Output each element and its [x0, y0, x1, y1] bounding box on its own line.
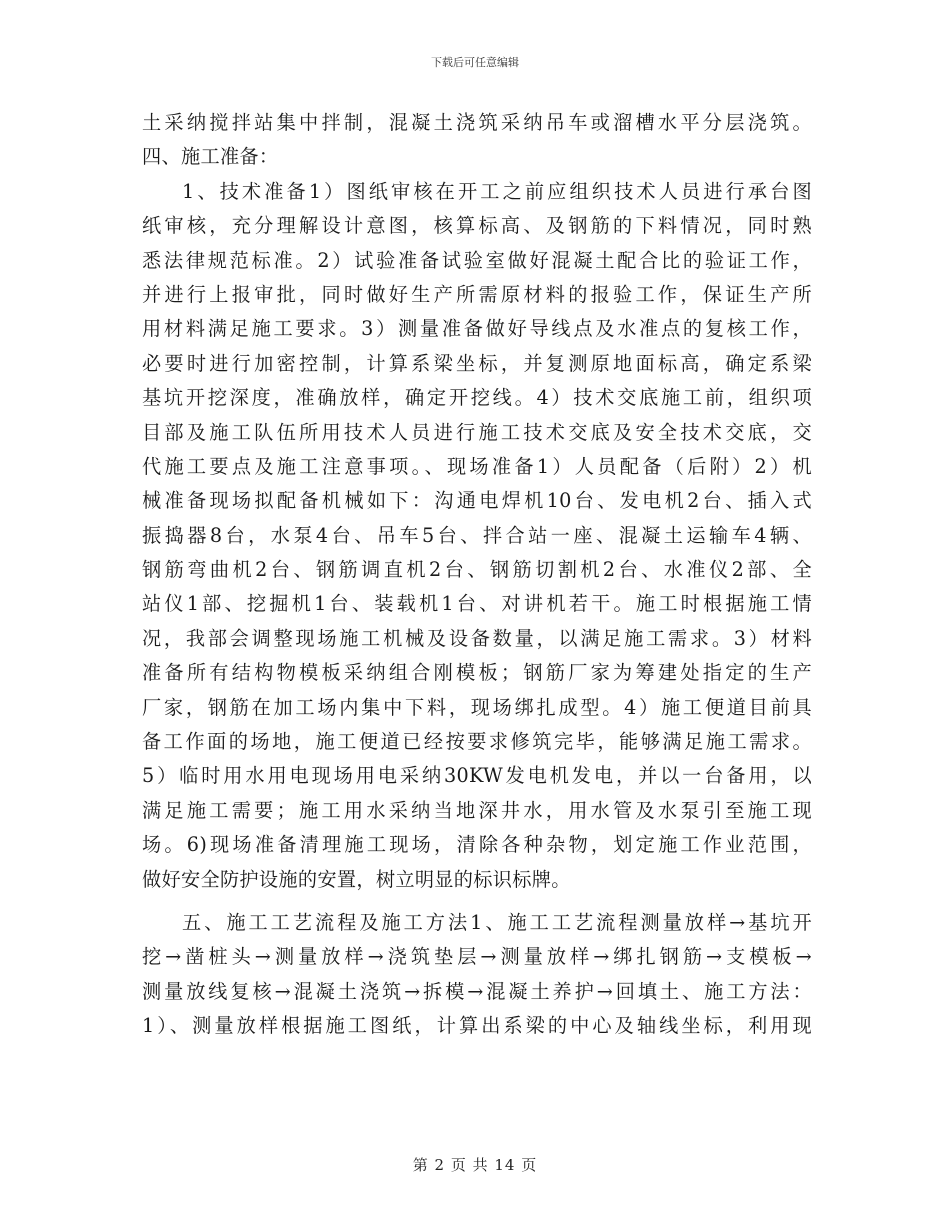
text-line: 振捣器8台，水泵4台、吊车5台、拌合站一座、混凝土运输车4辆、: [142, 523, 812, 547]
text-line: 准备所有结构物模板采纳组合刚模板；钢筋厂家为筹建处指定的生产: [142, 661, 812, 685]
text-line: 站仪1部、挖掘机1台、装载机1台、对讲机若干。施工时根据施工情: [142, 592, 812, 616]
text-line: 5）临时用水用电现场用电采纳30KW发电机发电，并以一台备用，以: [142, 764, 812, 788]
text-line: 场。6)现场准备清理施工现场，清除各种杂物，划定施工作业范围，: [142, 833, 812, 857]
text-line: 做好安全防护设施的安置，树立明显的标识标牌。: [142, 867, 571, 891]
text-line: 测量放线复核→混凝土浇筑→拆模→混凝土养护→回填土、施工方法：: [142, 979, 812, 1003]
text-line: 必要时进行加密控制，计算系梁坐标，并复测原地面标高，确定系梁: [142, 351, 812, 375]
text-line: 满足施工需要；施工用水采纳当地深井水，用水管及水泵引至施工现: [142, 798, 812, 822]
text-line: 悉法律规范标准。2）试验准备试验室做好混凝土配合比的验证工作，: [142, 248, 812, 272]
text-line: 纸审核，充分理解设计意图，核算标高、及钢筋的下料情况，同时熟: [142, 214, 812, 238]
text-line: 并进行上报审批，同时做好生产所需原材料的报验工作，保证生产所: [142, 282, 812, 306]
page-footer: 第 2 页 共 14 页: [412, 1156, 538, 1174]
paragraph-gap: [142, 897, 812, 906]
text-line: 况，我部会调整现场施工机械及设备数量，以满足施工需求。3）材料: [142, 626, 812, 650]
text-line: 土采纳搅拌站集中拌制，混凝土浇筑采纳吊车或溜槽水平分层浇筑。: [142, 111, 812, 134]
text-line: 用材料满足施工要求。3）测量准备做好导线点及水准点的复核工作，: [142, 317, 812, 341]
section-heading: 四、施工准备：: [142, 145, 279, 169]
text-line: 械准备现场拟配备机械如下：沟通电焊机10台、发电机2台、插入式: [142, 489, 812, 513]
page-header: 下载后可任意编辑: [431, 56, 519, 69]
text-line: 备工作面的场地，施工便道已经按要求修筑完毕，能够满足施工需求。: [142, 730, 812, 754]
text-line: 基坑开挖深度，准确放样，确定开挖线。4）技术交底施工前，组织项: [142, 386, 812, 410]
text-line: 挖→凿桩头→测量放样→浇筑垫层→测量放样→绑扎钢筋→支模板→: [142, 945, 812, 969]
text-line: 钢筋弯曲机2台、钢筋调直机2台、钢筋切割机2台、水准仪2部、全: [142, 558, 812, 582]
document-body: [142, 106, 812, 1044]
text-line: 厂家，钢筋在加工场内集中下料，现场绑扎成型。4）施工便道目前具: [142, 695, 812, 719]
text-line: 五、施工工艺流程及施工方法1、施工工艺流程测量放样→基坑开: [182, 910, 812, 934]
text-line: 代施工要点及施工注意事项。、现场准备1）人员配备（后附）2）机: [142, 454, 812, 478]
text-line: 1）、测量放样根据施工图纸，计算出系梁的中心及轴线坐标，利用现: [142, 1014, 812, 1038]
text-line: 1、技术准备1）图纸审核在开工之前应组织技术人员进行承台图: [182, 179, 812, 203]
text-line: 目部及施工队伍所用技术人员进行施工技术交底及安全技术交底，交: [142, 420, 812, 444]
